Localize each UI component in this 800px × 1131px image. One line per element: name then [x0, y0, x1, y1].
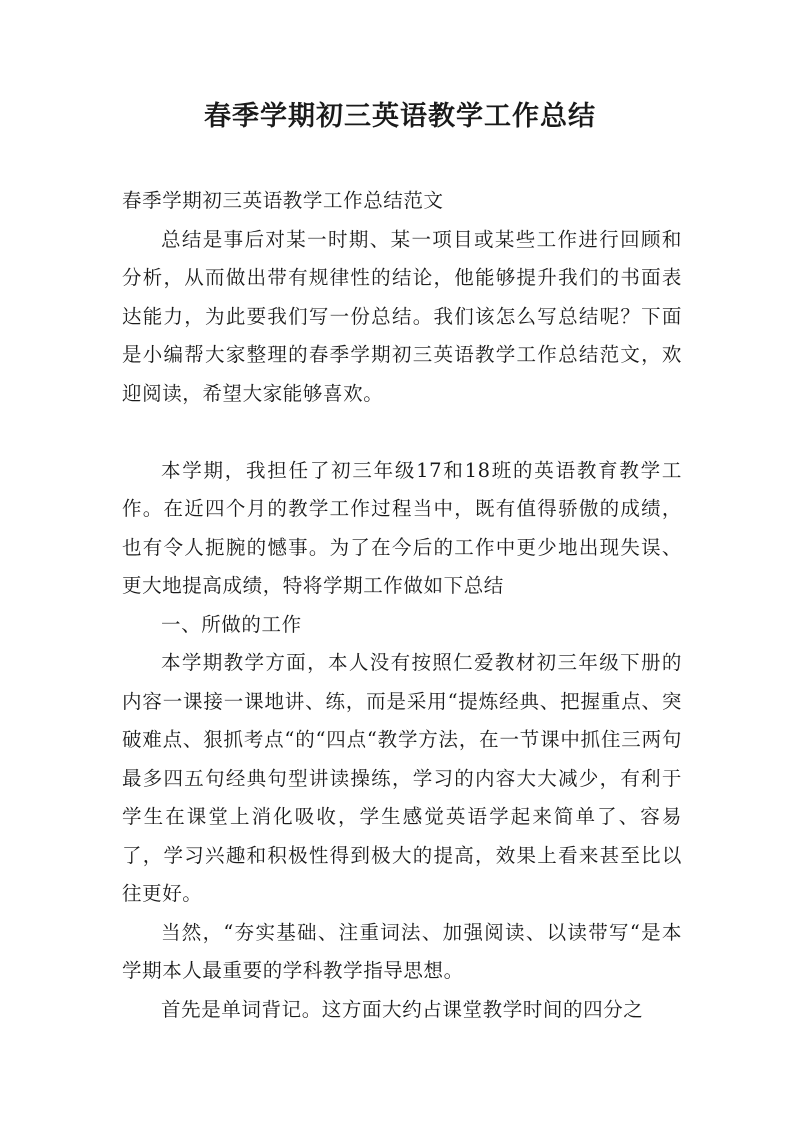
- body-paragraph: 当然，“夯实基础、注重词法、加强阅读、以读带写“是本学期本人最重要的学科教学指导思想。: [122, 920, 682, 982]
- body-paragraph: 本学期，我担任了初三年级17和18班的英语教育教学工作。在近四个月的教学工作过程当中，既有值得骄傲的成绩，也有令人扼腕的憾事。为了在今后的工作中更少地出现失误、更大地提高成绩，特将学期工作做如下总结: [122, 458, 682, 597]
- section-heading: 一、所做的工作: [161, 612, 302, 636]
- blank-line: [122, 413, 682, 452]
- subtitle-paragraph: 春季学期初三英语教学工作总结范文: [122, 189, 444, 212]
- document-body: [122, 182, 682, 1029]
- body-paragraph: 本学期教学方面，本人没有按照仁爱教材初三年级下册的内容一课接一课地讲、练，而是采用“提炼经典、把握重点、突破难点、狠抓考点“的“四点“教学方法，在一节课中抓住三两句最多四五句经典句型讲读操练，学习的内容大大减少，有利于学生在课堂上消化吸收，学生感觉英语学起来简单了、容易了，学习兴趣和积极性得到极大的提高，效果上看来甚至比以往更好。: [122, 651, 682, 905]
- body-paragraph: 首先是单词背记。这方面大约占课堂教学时间的四分之: [161, 997, 644, 1021]
- document-title: 春季学期初三英语教学工作总结: [204, 101, 596, 132]
- intro-paragraph: 总结是事后对某一时期、某一项目或某些工作进行回顾和分析，从而做出带有规律性的结论，他能够提升我们的书面表达能力，为此要我们写一份总结。我们该怎么写总结呢？下面是小编帮大家整理的春季学期初三英语教学工作总结范文，欢迎阅读，希望大家能够喜欢。: [122, 227, 682, 405]
